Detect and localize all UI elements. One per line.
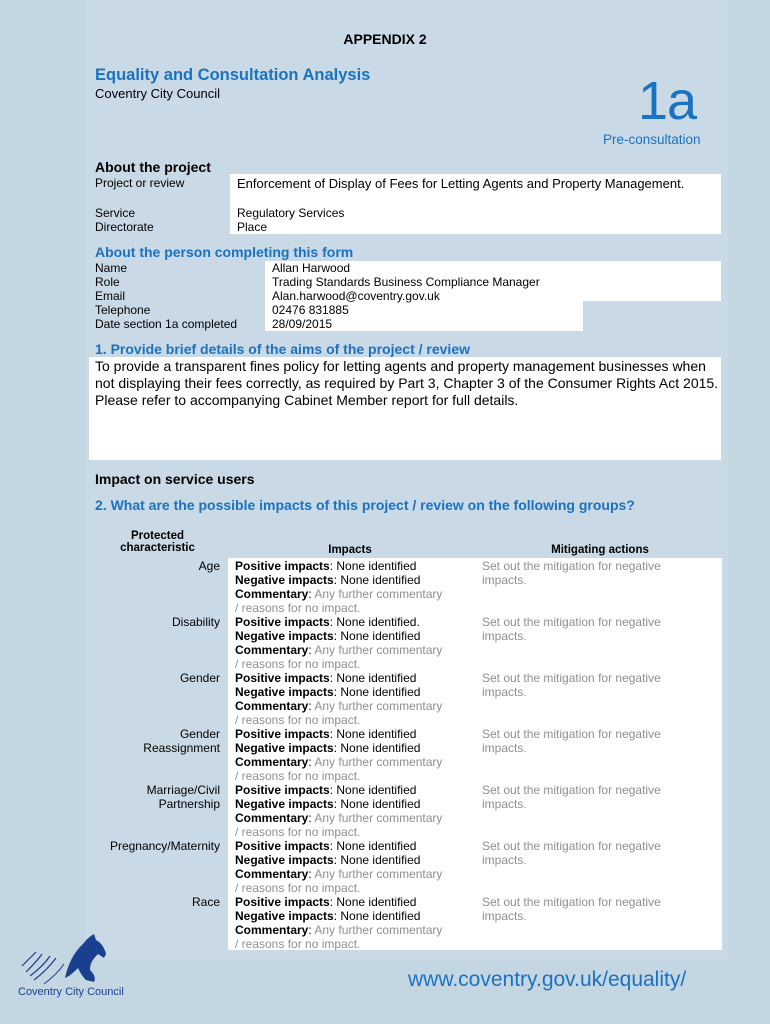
commentary-continued: / reasons for no impact. (235, 601, 361, 615)
pc-line1: Gender (179, 671, 220, 685)
protected-characteristic (90, 727, 220, 755)
mitigation-line1: Set out the mitigation for negative (482, 839, 661, 853)
date-label: Date section 1a completed (95, 317, 238, 331)
positive-impacts: Positive impacts: None identified (235, 783, 417, 797)
protected-characteristic (90, 615, 220, 629)
mitigation-line2: impacts. (482, 573, 527, 587)
impacts-cell (235, 783, 475, 839)
pc-line1: Marriage/Civil (146, 783, 220, 797)
negative-impacts: Negative impacts: None identified (235, 909, 421, 923)
directorate-label: Directorate (95, 220, 154, 234)
col-mitigating-actions: Mitigating actions (551, 544, 649, 556)
pc-line1: Race (191, 895, 220, 909)
positive-impacts: Positive impacts: None identified (235, 559, 417, 573)
protected-characteristic (90, 671, 220, 685)
aims-text: To provide a transparent fines policy for letting agents and property management businesses when not displaying their fees correctly, as required by Part 3, Chapter 3 of the Consumer Rights Act 2015. Please refer to accompanying Cabinet Member report for full details. (95, 358, 719, 408)
commentary: Commentary: Any further commentary (235, 923, 443, 937)
project-label: Project or review (95, 176, 185, 190)
section2-heading: 2. What are the possible impacts of this project / review on the following groups? (95, 497, 635, 513)
name-label: Name (95, 261, 128, 275)
pc-line1: Age (198, 559, 220, 573)
logo-text: Coventry City Council (18, 986, 124, 998)
telephone-label: Telephone (95, 303, 151, 317)
impacts-cell (235, 671, 475, 727)
col-pc-line2: characteristic (120, 542, 195, 554)
mitigation-line1: Set out the mitigation for negative (482, 671, 661, 685)
page-title: Equality and Consultation Analysis (95, 66, 371, 84)
email-value: Alan.harwood@coventry.gov.uk (272, 289, 440, 303)
commentary-continued: / reasons for no impact. (235, 769, 361, 783)
mitigating-actions-cell (482, 727, 712, 755)
name-value: Allan Harwood (272, 261, 351, 275)
protected-characteristic (90, 839, 220, 853)
impact-heading: Impact on service users (95, 471, 255, 487)
mitigation-line2: impacts. (482, 685, 527, 699)
commentary-continued: / reasons for no impact. (235, 713, 361, 727)
role-label: Role (95, 275, 120, 289)
negative-impacts: Negative impacts: None identified (235, 797, 421, 811)
pc-line1: Gender (179, 727, 220, 741)
commentary-continued: / reasons for no impact. (235, 937, 361, 951)
commentary: Commentary: Any further commentary (235, 587, 443, 601)
positive-impacts: Positive impacts: None identified. (235, 615, 420, 629)
protected-characteristic (90, 783, 220, 811)
negative-impacts: Negative impacts: None identified (235, 741, 421, 755)
mitigation-line1: Set out the mitigation for negative (482, 559, 661, 573)
service-value: Regulatory Services (237, 206, 345, 220)
commentary-continued: / reasons for no impact. (235, 881, 361, 895)
directorate-value: Place (237, 220, 268, 234)
positive-impacts: Positive impacts: None identified (235, 895, 417, 909)
mitigation-line2: impacts. (482, 629, 527, 643)
mitigating-actions-cell (482, 839, 712, 867)
protected-characteristic (90, 895, 220, 909)
mitigation-line2: impacts. (482, 853, 527, 867)
coventry-horse-logo-icon (20, 930, 115, 988)
stage-label: Pre-consultation (603, 132, 701, 147)
mitigation-line1: Set out the mitigation for negative (482, 615, 661, 629)
email-label: Email (95, 289, 126, 303)
mitigating-actions-cell (482, 559, 712, 587)
pc-line2: Reassignment (143, 741, 220, 755)
mitigation-line2: impacts. (482, 909, 527, 923)
mitigation-line1: Set out the mitigation for negative (482, 727, 661, 741)
commentary: Commentary: Any further commentary (235, 755, 443, 769)
impacts-cell (235, 895, 475, 951)
positive-impacts: Positive impacts: None identified (235, 839, 417, 853)
project-value: Enforcement of Display of Fees for Letting Agents and Property Management. (237, 176, 685, 191)
mitigating-actions-cell (482, 671, 712, 699)
footer-url[interactable]: www.coventry.gov.uk/equality/ (408, 968, 687, 991)
stage-code: 1a (638, 71, 697, 131)
commentary: Commentary: Any further commentary (235, 867, 443, 881)
impacts-cell (235, 615, 475, 671)
pc-line2: Partnership (158, 797, 220, 811)
telephone-value: 02476 831885 (272, 303, 349, 317)
role-value: Trading Standards Business Compliance Manager (272, 275, 540, 289)
about-project-heading: About the project (95, 159, 211, 175)
commentary: Commentary: Any further commentary (235, 699, 443, 713)
section1-heading: 1. Provide brief details of the aims of the project / review (95, 341, 470, 357)
commentary: Commentary: Any further commentary (235, 811, 443, 825)
mitigating-actions-cell (482, 783, 712, 811)
negative-impacts: Negative impacts: None identified (235, 853, 421, 867)
mitigating-actions-cell (482, 615, 712, 643)
negative-impacts: Negative impacts: None identified (235, 629, 421, 643)
impacts-cell (235, 839, 475, 895)
service-label: Service (95, 206, 136, 220)
appendix-label: APPENDIX 2 (343, 31, 427, 47)
negative-impacts: Negative impacts: None identified (235, 685, 421, 699)
impacts-cell (235, 559, 475, 615)
date-value: 28/09/2015 (272, 317, 333, 331)
positive-impacts: Positive impacts: None identified (235, 671, 417, 685)
col-impacts: Impacts (328, 544, 372, 556)
pc-line1: Pregnancy/Maternity (109, 839, 220, 853)
mitigating-actions-cell (482, 895, 712, 923)
commentary: Commentary: Any further commentary (235, 643, 443, 657)
about-person-heading: About the person completing this form (95, 244, 354, 260)
mitigation-line1: Set out the mitigation for negative (482, 895, 661, 909)
mitigation-line1: Set out the mitigation for negative (482, 783, 661, 797)
negative-impacts: Negative impacts: None identified (235, 573, 421, 587)
commentary-continued: / reasons for no impact. (235, 657, 361, 671)
col-pc-line1: Protected (130, 530, 185, 542)
pc-line1: Disability (171, 615, 220, 629)
council-name: Coventry City Council (95, 86, 220, 101)
positive-impacts: Positive impacts: None identified (235, 727, 417, 741)
impacts-cell (235, 727, 475, 783)
col-protected-characteristic (100, 530, 215, 554)
mitigation-line2: impacts. (482, 741, 527, 755)
mitigation-line2: impacts. (482, 797, 527, 811)
protected-characteristic (90, 559, 220, 573)
commentary-continued: / reasons for no impact. (235, 825, 361, 839)
